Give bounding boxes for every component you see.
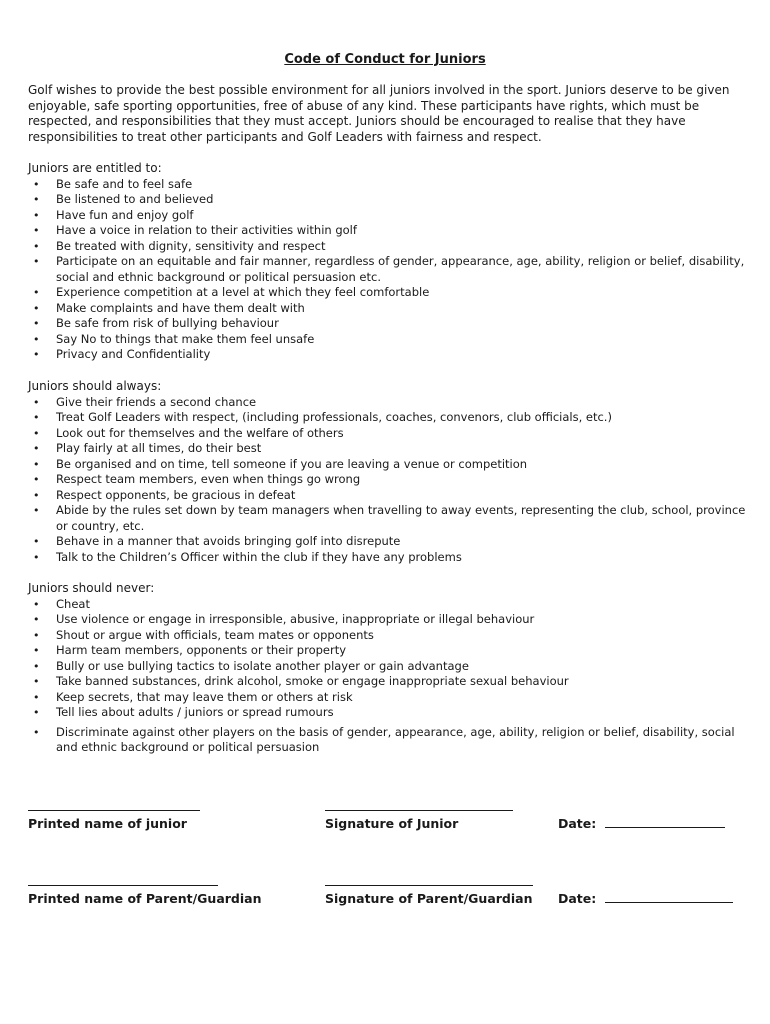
bullet-icon: • [33, 193, 40, 206]
list-item: • Bully or use bullying tactics to isolate another player or gain advantage [33, 658, 469, 673]
bullet-icon: • [33, 208, 40, 222]
never-section [28, 581, 748, 756]
parent-signature-line[interactable] [325, 885, 533, 886]
bullet-icon: • [33, 504, 40, 517]
bullet-icon: • [33, 177, 40, 191]
list-item: • Be safe from risk of bullying behaviour [33, 316, 279, 330]
always-section [28, 379, 748, 565]
date-label: Date: [558, 816, 597, 831]
document-title: Code of Conduct for Juniors [284, 52, 486, 67]
bullet-icon: • [33, 473, 40, 486]
bullet-icon: • [33, 644, 40, 657]
list-item: • Behave in a manner that avoids bringing golf into disrepute [33, 534, 401, 548]
list-item: • Shout or argue with officials, team mates or opponents [33, 627, 374, 642]
list-item: • Be organised and on time, tell someone if you are leaving a venue or competition [33, 456, 528, 471]
list-item: • Be treated with dignity, sensitivity and respect [33, 238, 326, 253]
list-item: • Experience competition at a level at which they feel comfortable [33, 285, 430, 299]
list-item: • Have a voice in relation to their activities within golf [33, 223, 357, 237]
date-junior-field [558, 816, 725, 832]
list-item: • Respect opponents, be gracious in defeat [33, 487, 296, 502]
intro-paragraph: Golf wishes to provide the best possible environment for all juniors involved in the sport. Juniors deserve to be given enjoyable, safe sporting opportunities, free of abuse of any kind. These participants have rights, which must be respected, and responsibilities that they must accept. Juniors should be encouraged to realise that they have responsibilities to treat other participants and Golf Leaders with fairness and respect. [28, 83, 730, 144]
printed-name-parent-label: Printed name of Parent/Guardian [28, 891, 262, 906]
list-item: • Give their friends a second chance [33, 394, 257, 409]
entitled-heading: Juniors are entitled to: [28, 161, 162, 175]
entitled-list [28, 177, 748, 363]
never-list [28, 597, 748, 756]
list-item: • Use violence or engage in irresponsible, abusive, inappropriate or illegal behaviour [33, 612, 535, 626]
list-item: • Participate on an equitable and fair manner, regardless of gender, appearance, age, ability, religion or belief, disability, social and ethnic background or political persuasion etc. [33, 254, 745, 284]
list-item: • Discriminate against other players on the basis of gender, appearance, age, ability, religion or belief, disability, social and ethnic background or political persuasion [33, 724, 735, 754]
junior-signature-line[interactable] [325, 810, 513, 811]
entitled-section [28, 161, 748, 363]
bullet-icon: • [33, 286, 40, 299]
bullet-icon: • [33, 725, 40, 739]
list-item: • Say No to things that make them feel unsafe [33, 331, 315, 346]
date-parent-line[interactable] [605, 891, 733, 903]
always-list [28, 395, 748, 566]
bullet-icon: • [33, 613, 40, 626]
list-item: • Respect team members, even when things go wrong [33, 472, 361, 486]
signature-junior-label: Signature of Junior [325, 816, 459, 831]
always-heading: Juniors should always: [28, 379, 162, 393]
bullet-icon: • [33, 550, 40, 564]
bullet-icon: • [33, 442, 40, 455]
never-heading: Juniors should never: [28, 581, 155, 595]
parent-name-line[interactable] [28, 885, 218, 886]
bullet-icon: • [33, 628, 40, 642]
bullet-icon: • [33, 426, 40, 440]
bullet-icon: • [33, 255, 40, 268]
bullet-icon: • [33, 675, 40, 688]
bullet-icon: • [33, 411, 40, 424]
bullet-icon: • [33, 395, 40, 409]
list-item: • Be safe and to feel safe [33, 176, 193, 191]
date-parent-field [558, 891, 733, 907]
list-item: • Keep secrets, that may leave them or others at risk [33, 689, 353, 704]
list-item: • Harm team members, opponents or their property [33, 643, 347, 657]
bullet-icon: • [33, 224, 40, 237]
bullet-icon: • [33, 348, 40, 361]
list-item: • Talk to the Children’s Officer within the club if they have any problems [33, 549, 462, 564]
bullet-icon: • [33, 239, 40, 253]
bullet-icon: • [33, 457, 40, 471]
list-item: • Tell lies about adults / juniors or spread rumours [33, 705, 334, 719]
list-item: • Have fun and enjoy golf [33, 207, 194, 222]
list-item: • Privacy and Confidentiality [33, 347, 211, 361]
bullet-icon: • [33, 301, 40, 315]
list-item: • Make complaints and have them dealt with [33, 300, 305, 315]
signature-parent-label: Signature of Parent/Guardian [325, 891, 533, 906]
bullet-icon: • [33, 659, 40, 673]
printed-name-junior-label: Printed name of junior [28, 816, 187, 831]
list-item: • Treat Golf Leaders with respect, (including professionals, coaches, convenors, club officials, etc.) [33, 410, 612, 424]
date-label: Date: [558, 891, 597, 906]
bullet-icon: • [33, 535, 40, 548]
bullet-icon: • [33, 332, 40, 346]
bullet-icon: • [33, 488, 40, 502]
bullet-icon: • [33, 597, 40, 611]
list-item: • Cheat [33, 596, 90, 611]
bullet-icon: • [33, 706, 40, 719]
list-item: • Look out for themselves and the welfare of others [33, 425, 344, 440]
date-junior-line[interactable] [605, 816, 725, 828]
junior-name-line[interactable] [28, 810, 200, 811]
bullet-icon: • [33, 690, 40, 704]
list-item: • Abide by the rules set down by team managers when travelling to away events, representing the club, school, province or country, etc. [33, 503, 746, 533]
list-item: • Be listened to and believed [33, 192, 214, 206]
bullet-icon: • [33, 317, 40, 330]
list-item: • Play fairly at all times, do their best [33, 441, 262, 455]
list-item: • Take banned substances, drink alcohol, smoke or engage inappropriate sexual behaviour [33, 674, 569, 688]
